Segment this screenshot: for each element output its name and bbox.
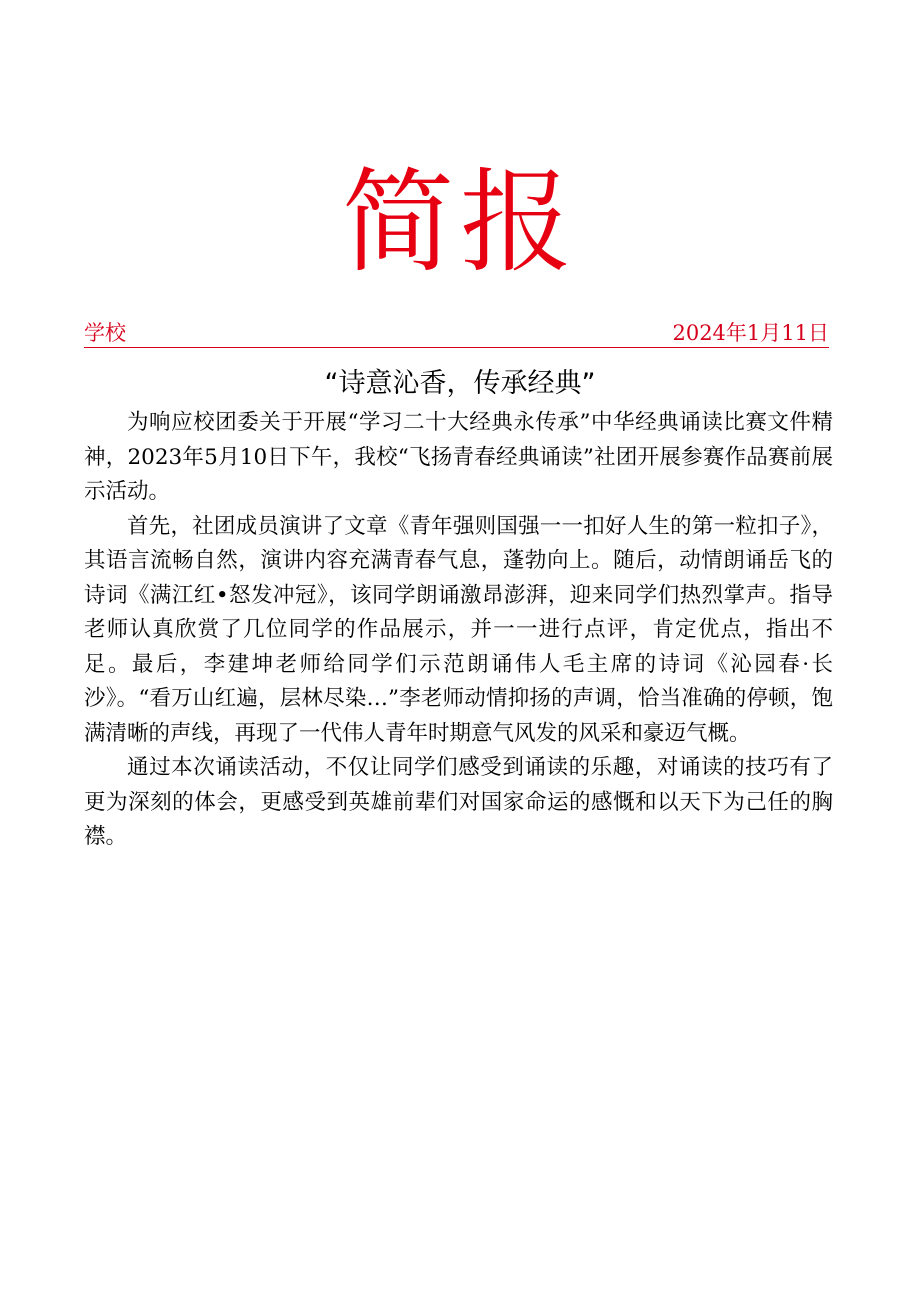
school-name: 学校	[84, 321, 126, 345]
paragraph-3: 通过本次诵读活动，不仅让同学们感受到诵读的乐趣，对诵读的技巧有了更为深刻的体会，更感受到英雄前辈们对国家命运的感慨和以天下为己任的胸襟。	[84, 755, 833, 849]
masthead-title: 简报	[342, 158, 578, 288]
article-title: “诗意沁香，传承经典”	[324, 368, 596, 399]
paragraph-2: 首先，社团成员演讲了文章《青年强则国强一一扣好人生的第一粒扣子》，其语言流畅自然，演讲内容充满青春气息，蓬勃向上。随后，动情朗诵岳飞的诗词《满江红•怒发冲冠》，该同学朗诵激昂澎湃，迎来同学们热烈掌声。指导老师认真欣赏了几位同学的作品展示，并一一进行点评，肯定优点，指出不足。最后，李建坤老师给同学们示范朗诵伟人毛主席的诗词《沁园春·长沙》。“看万山红遍，层林尽染…”李老师动情抑扬的声调，恰当准确的停顿，饱满清晰的声线，再现了一代伟人青年时期意气风发的风采和豪迈气概。	[84, 513, 833, 746]
dateline	[84, 319, 829, 348]
article-body	[84, 406, 833, 855]
paragraph-1: 为响应校团委关于开展“学习二十大经典永传承”中华经典诵读比赛文件精神，2023年5月10日下午，我校“飞扬青春经典诵读”社团开展参赛作品赛前展示活动。	[84, 410, 833, 504]
issue-date: 2024年1月11日	[672, 321, 829, 345]
